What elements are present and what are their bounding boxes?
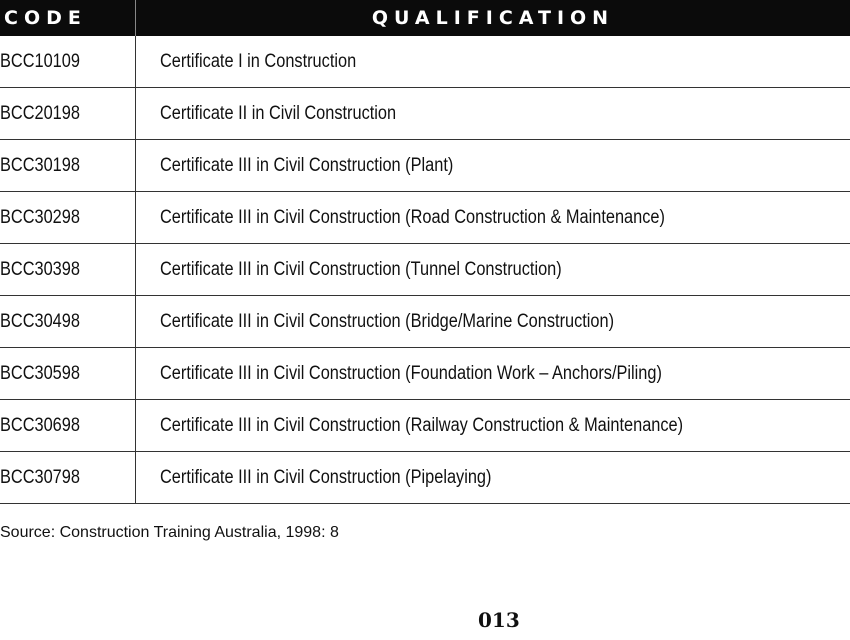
qualification-text: Certificate III in Civil Construction (Pipelaying) xyxy=(160,466,492,488)
table-row xyxy=(0,88,850,140)
table-row xyxy=(0,36,850,88)
cell-code xyxy=(0,88,136,139)
qualification-text: Certificate III in Civil Construction (Railway Construction & Maintenance) xyxy=(160,414,684,436)
code-text: BCC10109 xyxy=(0,50,80,72)
cell-qualification xyxy=(136,140,850,191)
cell-code xyxy=(0,348,136,399)
table-row xyxy=(0,244,850,296)
code-text: BCC20198 xyxy=(0,102,80,124)
qualification-text: Certificate I in Construction xyxy=(160,50,357,72)
cell-code xyxy=(0,400,136,451)
code-text: BCC30398 xyxy=(0,258,80,280)
code-text: BCC30598 xyxy=(0,362,80,384)
table-row xyxy=(0,452,850,504)
header-code: CODE xyxy=(0,0,136,36)
code-text: BCC30298 xyxy=(0,206,80,228)
cell-qualification xyxy=(136,244,850,295)
cell-code xyxy=(0,36,136,87)
qualification-text: Certificate III in Civil Construction (Plant) xyxy=(160,154,454,176)
cell-qualification xyxy=(136,400,850,451)
table-row xyxy=(0,296,850,348)
cell-qualification xyxy=(136,192,850,243)
cell-qualification xyxy=(136,348,850,399)
table-row xyxy=(0,140,850,192)
table-body xyxy=(0,36,850,504)
cell-code xyxy=(0,452,136,503)
cell-qualification xyxy=(136,296,850,347)
qualification-text: Certificate III in Civil Construction (Road Construction & Maintenance) xyxy=(160,206,665,228)
cell-qualification xyxy=(136,88,850,139)
table-row xyxy=(0,192,850,244)
cell-code xyxy=(0,244,136,295)
cell-code xyxy=(0,140,136,191)
header-qualification: QUALIFICATION xyxy=(371,7,615,29)
source-note: Source: Construction Training Australia, 1998: 8 xyxy=(0,524,339,541)
table-row xyxy=(0,400,850,452)
qualification-text: Certificate III in Civil Construction (Bridge/Marine Construction) xyxy=(160,310,615,332)
qualification-text: Certificate III in Civil Construction (Tunnel Construction) xyxy=(160,258,562,280)
code-text: BCC30698 xyxy=(0,414,80,436)
cell-qualification xyxy=(136,36,850,87)
qualification-text: Certificate III in Civil Construction (Foundation Work – Anchors/Piling) xyxy=(160,362,662,384)
cell-qualification xyxy=(136,452,850,503)
code-text: BCC30198 xyxy=(0,154,80,176)
cell-code xyxy=(0,192,136,243)
code-text: BCC30798 xyxy=(0,466,80,488)
page-number: 013 xyxy=(478,608,520,632)
table-row xyxy=(0,348,850,400)
table-header-row xyxy=(0,0,850,36)
cell-code xyxy=(0,296,136,347)
code-text: BCC30498 xyxy=(0,310,80,332)
qualification-text: Certificate II in Civil Construction xyxy=(160,102,397,124)
